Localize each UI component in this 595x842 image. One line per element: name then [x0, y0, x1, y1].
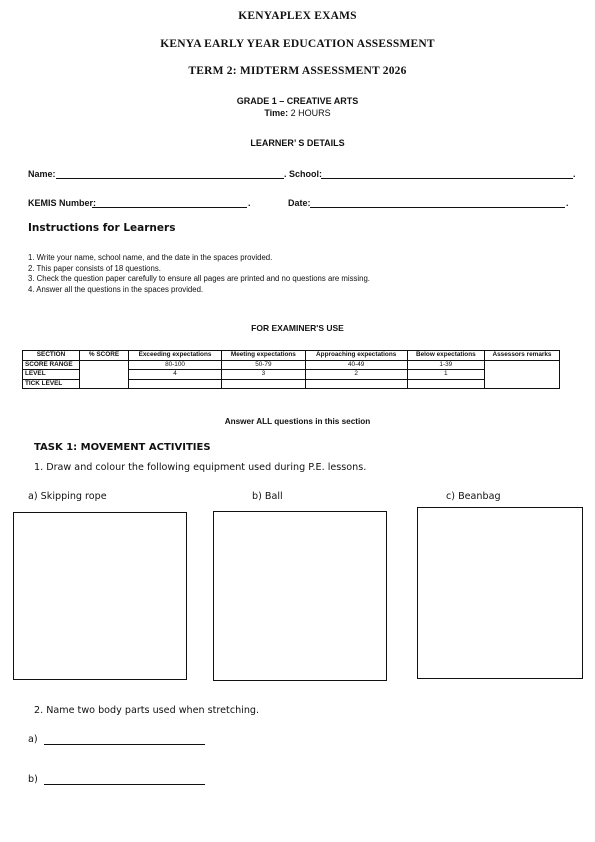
header-approaching: Approaching expectations: [305, 351, 407, 361]
table-cell: 40-49: [305, 360, 407, 370]
table-cell: 1: [407, 370, 484, 380]
org-title: KENYAPLEX EXAMS: [238, 10, 357, 22]
table-cell: 80-100: [129, 360, 222, 370]
instruction-item: 1. Write your name, school name, and the date in the spaces provided.: [28, 253, 273, 262]
kemis-label: KEMIS Number:: [28, 198, 97, 208]
date-label: Date:: [288, 198, 311, 208]
score-cell[interactable]: [80, 360, 129, 389]
learner-details-heading: LEARNER’ S DETAILS: [250, 138, 345, 148]
table-row: [23, 360, 560, 370]
answer-a-field[interactable]: [44, 744, 205, 745]
section-note: Answer ALL questions in this section: [224, 417, 371, 426]
school-label: . School:: [284, 169, 322, 179]
instruction-item: 2. This paper consists of 18 questions.: [28, 263, 161, 273]
task-title: TASK 1: MOVEMENT ACTIVITIES: [34, 442, 211, 453]
table-header-row: [23, 351, 560, 361]
drawing-box-skipping-rope[interactable]: [13, 512, 187, 680]
instructions-list: [28, 253, 370, 295]
table-cell: 4: [129, 370, 222, 380]
answer-a-label: a): [28, 734, 38, 745]
row-label: SCORE RANGE: [23, 360, 80, 370]
school-end-dot: .: [573, 169, 576, 179]
time-label: Time:: [264, 108, 289, 118]
school-field[interactable]: [321, 178, 573, 179]
tick-cell[interactable]: [222, 379, 306, 389]
tick-cell[interactable]: [407, 379, 484, 389]
time-value: 2 HOURS: [290, 108, 331, 118]
kemis-end-dot: .: [248, 198, 251, 208]
header-score: % SCORE: [80, 351, 129, 361]
header-below: Below expectations: [407, 351, 484, 361]
table-cell: 1-39: [407, 360, 484, 370]
header-section: SECTION: [23, 351, 80, 361]
header-remarks: Assessors remarks: [485, 351, 560, 361]
item-ball: b) Ball: [252, 491, 283, 502]
answer-b-field[interactable]: [44, 784, 205, 785]
date-field[interactable]: [310, 207, 565, 208]
examiner-title: FOR EXAMINER'S USE: [251, 323, 344, 333]
term-title: TERM 2: MIDTERM ASSESSMENT 2026: [188, 65, 407, 77]
header-meeting: Meeting expectations: [222, 351, 306, 361]
drawing-box-beanbag[interactable]: [417, 507, 583, 679]
remarks-cell[interactable]: [485, 360, 560, 389]
row-label: LEVEL: [23, 370, 80, 380]
item-skipping-rope: a) Skipping rope: [28, 491, 107, 502]
answer-b-label: b): [28, 774, 38, 785]
drawing-box-ball[interactable]: [213, 511, 387, 681]
table-cell: 2: [305, 370, 407, 380]
question-1: 1. Draw and colour the following equipment used during P.E. lessons.: [34, 462, 367, 473]
instructions-title: Instructions for Learners: [28, 222, 176, 234]
name-label: Name:: [28, 169, 56, 179]
date-end-dot: .: [566, 198, 569, 208]
table-cell: 3: [222, 370, 306, 380]
table-cell: 50-79: [222, 360, 306, 370]
examiner-table: [22, 350, 560, 389]
question-2: 2. Name two body parts used when stretching.: [34, 705, 260, 716]
assessment-title: KENYA EARLY YEAR EDUCATION ASSESSMENT: [160, 38, 435, 50]
tick-cell[interactable]: [129, 379, 222, 389]
time-line: [0, 108, 595, 118]
grade-title: GRADE 1 – CREATIVE ARTS: [236, 96, 359, 106]
row-label: TICK LEVEL: [23, 379, 80, 389]
item-beanbag: c) Beanbag: [446, 491, 501, 502]
kemis-field[interactable]: [92, 207, 247, 208]
instruction-item: 4. Answer all the questions in the spaces provided.: [28, 284, 204, 294]
instruction-item: 3. Check the question paper carefully to ensure all pages are printed and no questions are missing.: [28, 274, 370, 284]
tick-cell[interactable]: [305, 379, 407, 389]
name-field[interactable]: [56, 178, 284, 179]
header-exceeding: Exceeding expectations: [129, 351, 222, 361]
